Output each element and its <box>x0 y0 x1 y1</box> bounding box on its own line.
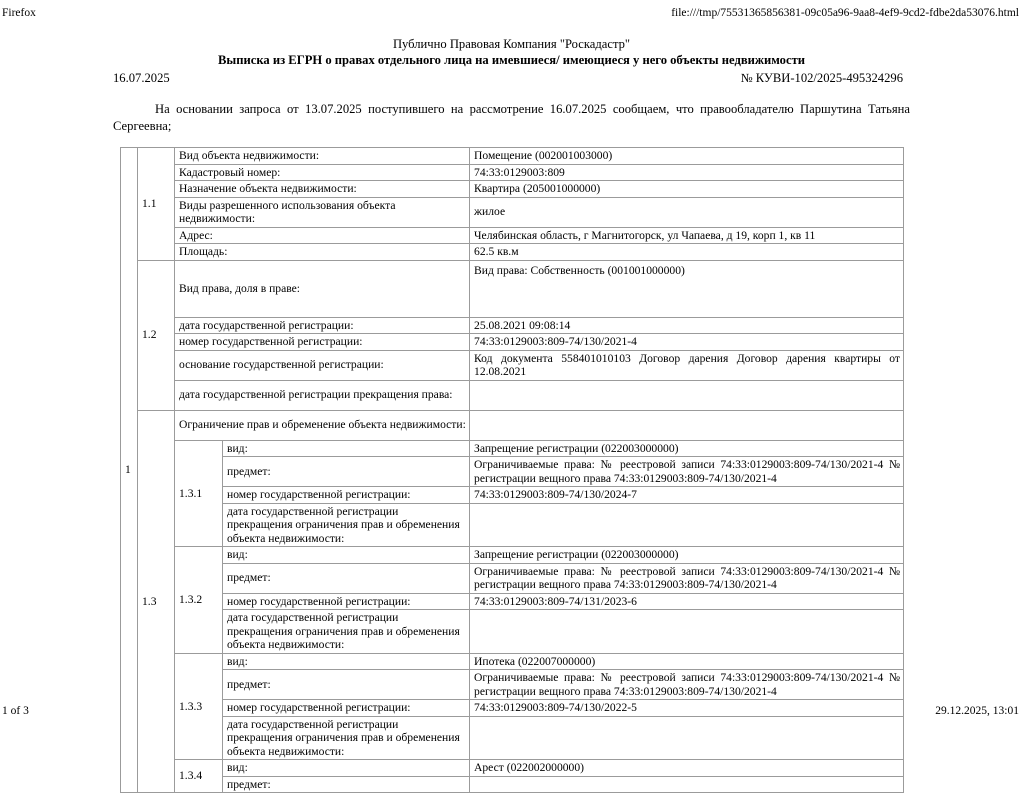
table-row <box>121 260 904 317</box>
field-label: предмет: <box>223 670 470 700</box>
field-label: Площадь: <box>175 244 470 261</box>
field-label: вид: <box>223 653 470 670</box>
field-value: 74:33:0129003:809-74/130/2024-7 <box>470 487 904 504</box>
field-label: номер государственной регистрации: <box>223 593 470 610</box>
field-value: 74:33:0129003:809-74/131/2023-6 <box>470 593 904 610</box>
field-label: вид: <box>223 760 470 777</box>
table-row <box>121 457 904 487</box>
browser-app-name: Firefox <box>2 7 36 19</box>
table-row <box>121 317 904 334</box>
field-label: Кадастровый номер: <box>175 164 470 181</box>
table-row <box>121 776 904 793</box>
document-body <box>0 36 1023 135</box>
table-row <box>121 563 904 593</box>
field-value: Ограничиваемые права: № реестровой записи 74:33:0129003:809-74/130/2021-4 № регистрации вещного права 74:33:0129003:809-74/130/2021-4 <box>470 563 904 593</box>
field-value: Код документа 558401010103 Договор дарения Договор дарения квартиры от 12.08.2021 <box>470 350 904 380</box>
section-header-label: Ограничение прав и обременение объекта недвижимости: <box>175 410 470 440</box>
field-value: Ограничиваемые права: № реестровой записи 74:33:0129003:809-74/130/2021-4 № регистрации вещного права 74:33:0129003:809-74/130/2021-4 <box>470 457 904 487</box>
field-label: предмет: <box>223 563 470 593</box>
table-row <box>121 181 904 198</box>
organization-name: Публично Правовая Компания "Роскадастр" <box>392 37 631 51</box>
table-row <box>121 350 904 380</box>
section-index-1-3: 1.3 <box>138 410 175 793</box>
document-file-url: file:///tmp/75531365856381-09c05a96-9aa8-4ef9-9cd2-fdbe2da53076.html <box>671 7 1019 19</box>
field-value: Запрещение регистрации (022003000000) <box>470 440 904 457</box>
field-label: предмет: <box>223 776 470 793</box>
field-value <box>470 716 904 760</box>
document-intro-paragraph: На основании запроса от 13.07.2025 поступившего на рассмотрение 16.07.2025 сообщаем, что правообладателю Паршутина Татьяна Сергеевна; <box>113 102 910 133</box>
table-row <box>121 593 904 610</box>
field-value <box>470 503 904 547</box>
field-value: 74:33:0129003:809 <box>470 164 904 181</box>
field-label: предмет: <box>223 457 470 487</box>
table-row <box>121 380 904 410</box>
table-row <box>121 760 904 777</box>
table-row <box>121 547 904 564</box>
field-label: Адрес: <box>175 227 470 244</box>
field-value <box>470 380 904 410</box>
page-indicator: 1 of 3 <box>2 705 29 717</box>
field-label: дата государственной регистрации прекращения ограничения прав и обременения объекта недвижимости: <box>223 610 470 654</box>
field-label: вид: <box>223 440 470 457</box>
table-row <box>121 244 904 261</box>
subsection-index-1-3-4: 1.3.4 <box>175 760 223 793</box>
table-row <box>121 148 904 165</box>
field-value: 74:33:0129003:809-74/130/2022-5 <box>470 700 904 717</box>
field-value: 62.5 кв.м <box>470 244 904 261</box>
print-timestamp: 29.12.2025, 13:01 <box>935 705 1019 717</box>
section-index-1-1: 1.1 <box>138 148 175 261</box>
field-value <box>470 776 904 793</box>
field-value: Вид права: Собственность (001001000000) <box>470 260 904 317</box>
table-row <box>121 440 904 457</box>
field-value: Помещение (002001003000) <box>470 148 904 165</box>
document-date: 16.07.2025 <box>113 71 170 85</box>
table-row <box>121 670 904 700</box>
field-value: 74:33:0129003:809-74/130/2021-4 <box>470 334 904 351</box>
field-label: Вид объекта недвижимости: <box>175 148 470 165</box>
document-title: Выписка из ЕГРН о правах отдельного лица на имевшиеся/ имеющиеся у него объекты недвижимости <box>217 53 806 67</box>
table-row <box>121 503 904 547</box>
field-label: Виды разрешенного использования объекта недвижимости: <box>175 197 470 227</box>
field-label: номер государственной регистрации: <box>223 487 470 504</box>
document-number: № КУВИ-102/2025-495324296 <box>740 71 903 85</box>
table-row <box>121 610 904 654</box>
section-index-1-2: 1.2 <box>138 260 175 410</box>
field-value <box>470 610 904 654</box>
field-value: Квартира (205001000000) <box>470 181 904 198</box>
field-value: жилое <box>470 197 904 227</box>
field-label: дата государственной регистрации прекращения ограничения прав и обременения объекта недвижимости: <box>223 716 470 760</box>
subsection-index-1-3-2: 1.3.2 <box>175 547 223 654</box>
subsection-index-1-3-1: 1.3.1 <box>175 440 223 547</box>
field-value: Арест (022002000000) <box>470 760 904 777</box>
field-value: Ипотека (022007000000) <box>470 653 904 670</box>
record-number-cell: 1 <box>121 148 138 793</box>
egrn-record-table <box>120 147 904 793</box>
print-header <box>0 4 1023 22</box>
field-label: Вид права, доля в праве: <box>175 260 470 317</box>
table-row <box>121 227 904 244</box>
document-meta-row <box>0 69 1023 87</box>
subsection-index-1-3-3: 1.3.3 <box>175 653 223 760</box>
table-row <box>121 164 904 181</box>
field-label: дата государственной регистрации: <box>175 317 470 334</box>
table-row <box>121 334 904 351</box>
table-row <box>121 653 904 670</box>
print-footer <box>0 703 1023 719</box>
field-value: Запрещение регистрации (022003000000) <box>470 547 904 564</box>
field-value: 25.08.2021 09:08:14 <box>470 317 904 334</box>
field-label: Назначение объекта недвижимости: <box>175 181 470 198</box>
table-row <box>121 487 904 504</box>
table-row <box>121 716 904 760</box>
field-label: дата государственной регистрации прекращения ограничения прав и обременения объекта недвижимости: <box>223 503 470 547</box>
field-label: дата государственной регистрации прекращения права: <box>175 380 470 410</box>
section-header-value <box>470 410 904 440</box>
field-label: номер государственной регистрации: <box>223 700 470 717</box>
field-label: основание государственной регистрации: <box>175 350 470 380</box>
field-label: вид: <box>223 547 470 564</box>
table-row <box>121 197 904 227</box>
table-row <box>121 410 904 440</box>
field-label: номер государственной регистрации: <box>175 334 470 351</box>
field-value: Челябинская область, г Магнитогорск, ул Чапаева, д 19, корп 1, кв 11 <box>470 227 904 244</box>
field-value: Ограничиваемые права: № реестровой записи 74:33:0129003:809-74/130/2021-4 № регистрации вещного права 74:33:0129003:809-74/130/2021-4 <box>470 670 904 700</box>
